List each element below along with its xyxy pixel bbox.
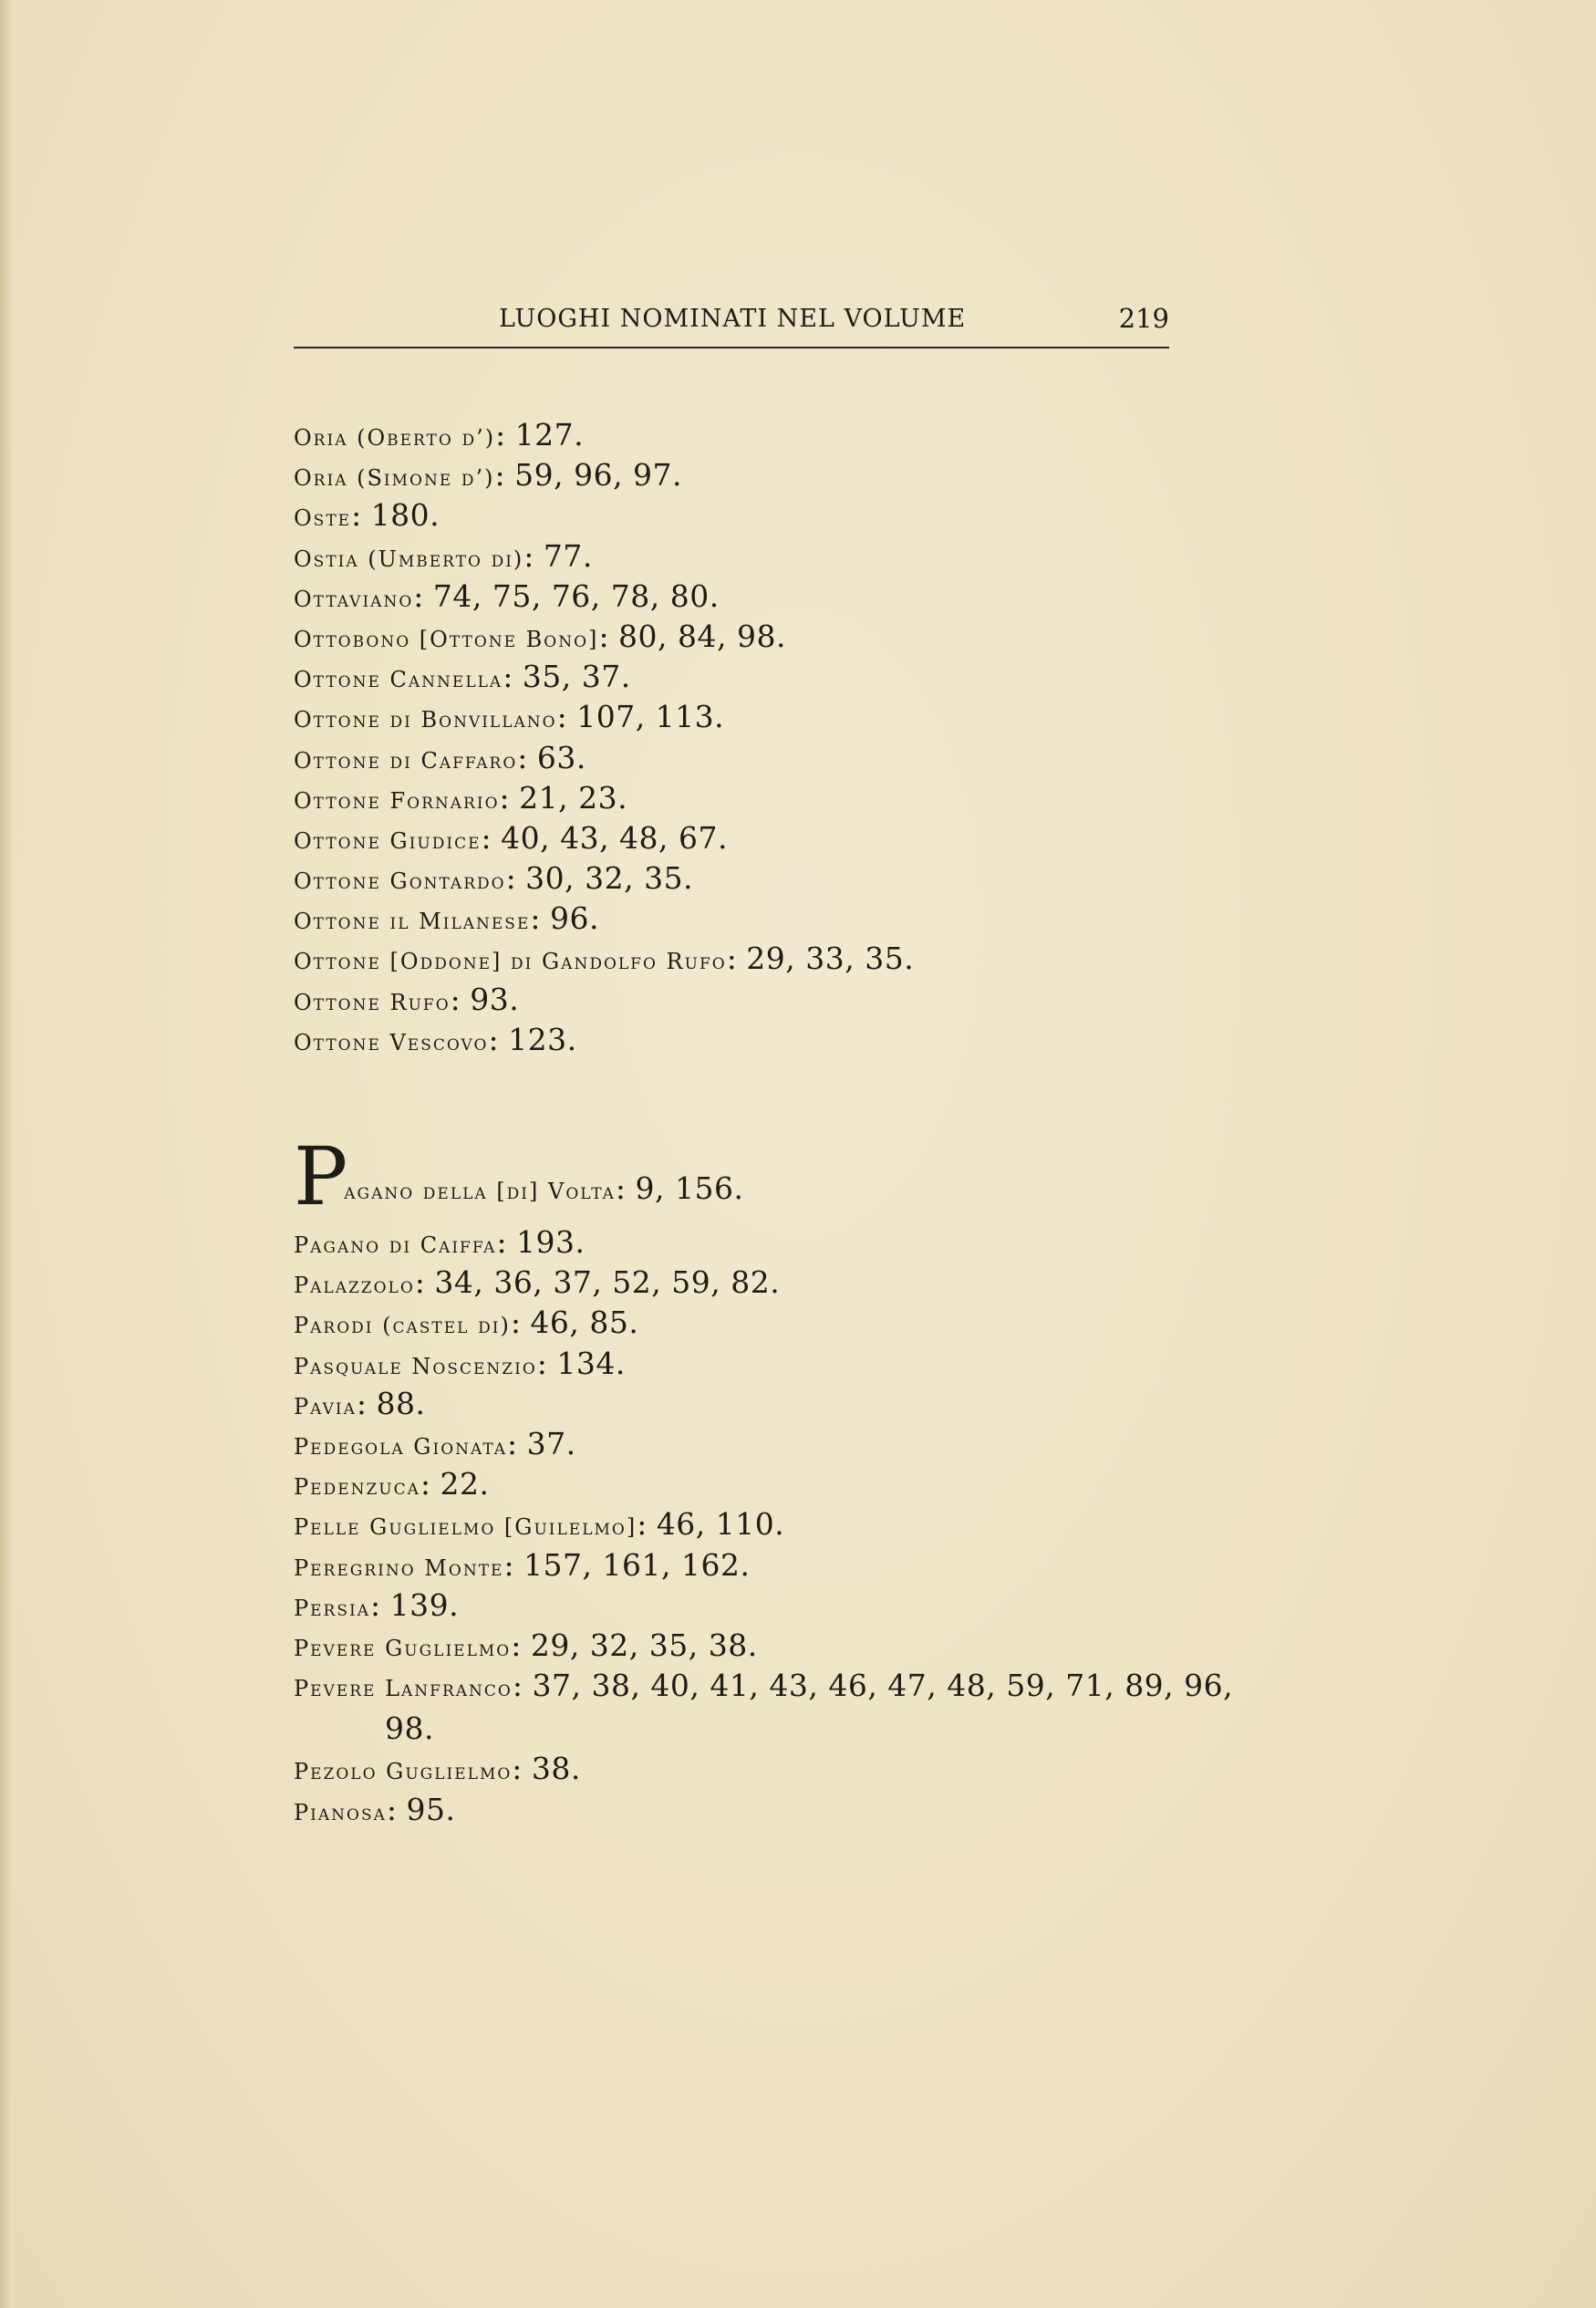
index-entry: Pevere Guglielmo: 29, 32, 35, 38. — [294, 1627, 758, 1663]
index-entry: Parodi (castel di): 46, 85. — [294, 1305, 639, 1341]
index-entry: Ottone Vescovo: 123. — [294, 1021, 577, 1057]
index-entry: Pevere Lanfranco: 37, 38, 40, 41, 43, 46, 47, 48, 59, 71, 89, 96, 98. — [294, 1668, 1234, 1747]
index-entry: Pagano della [di] Volta: 9, 156. — [294, 1129, 744, 1223]
index-entry: Ottone Giudice: 40, 43, 48, 67. — [294, 819, 729, 856]
index-entry: Ottone Rufo: 93. — [294, 981, 520, 1017]
page-edge — [0, 0, 13, 2308]
page-number: 219 — [1118, 303, 1169, 334]
index-section-o — [294, 415, 1206, 1060]
index-entry: Ottaviano: 74, 75, 76, 78, 80. — [294, 577, 720, 614]
index-entry: Pedegola Gionata: 37. — [294, 1425, 576, 1461]
index-entry: Ottone di Caffaro: 63. — [294, 739, 586, 775]
page-header — [294, 301, 1169, 348]
index-entry: Ottone [Oddone] di Gandolfo Rufo: 29, 33, 35. — [294, 941, 915, 977]
index-entry: Persia: 139. — [294, 1586, 460, 1623]
drop-initial: P — [294, 1129, 348, 1223]
index-entry: Pedenzuca: 22. — [294, 1466, 490, 1502]
index-entry: Ottone Cannella: 35, 37. — [294, 659, 631, 695]
index-entry: Pelle Guglielmo [Guilelmo]: 46, 110. — [294, 1506, 785, 1543]
running-title: LUOGHI NOMINATI NEL VOLUME — [499, 305, 967, 333]
index-entry: Ottone di Bonvillano: 107, 113. — [294, 699, 725, 735]
index-entry: Oria (Oberto d’): 127. — [294, 417, 585, 452]
index-entry: Palazzolo: 34, 36, 37, 52, 59, 82. — [294, 1264, 781, 1301]
index-entry: Pezolo Guglielmo: 38. — [294, 1751, 581, 1787]
index-entry: Peregrino Monte: 157, 161, 162. — [294, 1546, 751, 1583]
index-entry: Pasquale Noscenzio: 134. — [294, 1345, 626, 1381]
index-entry: Oste: 180. — [294, 497, 440, 534]
index-entry: Oria (Simone d’): 59, 96, 97. — [294, 457, 683, 494]
index-section-p — [294, 1129, 1234, 1830]
index-entry: Ostia (Umberto di): 77. — [294, 537, 593, 574]
index-entry: Ottone Fornario: 21, 23. — [294, 779, 628, 816]
index-entry: Pavia: 88. — [294, 1385, 426, 1421]
index-entry: Ottone il Milanese: 96. — [294, 900, 599, 937]
index-entry: Ottobono [Ottone Bono]: 80, 84, 98. — [294, 618, 786, 654]
index-entry: Pagano di Caiffa: 193. — [294, 1224, 586, 1260]
index-entry: Pianosa: 95. — [294, 1791, 456, 1827]
index-entry: Ottone Gontardo: 30, 32, 35. — [294, 860, 694, 897]
